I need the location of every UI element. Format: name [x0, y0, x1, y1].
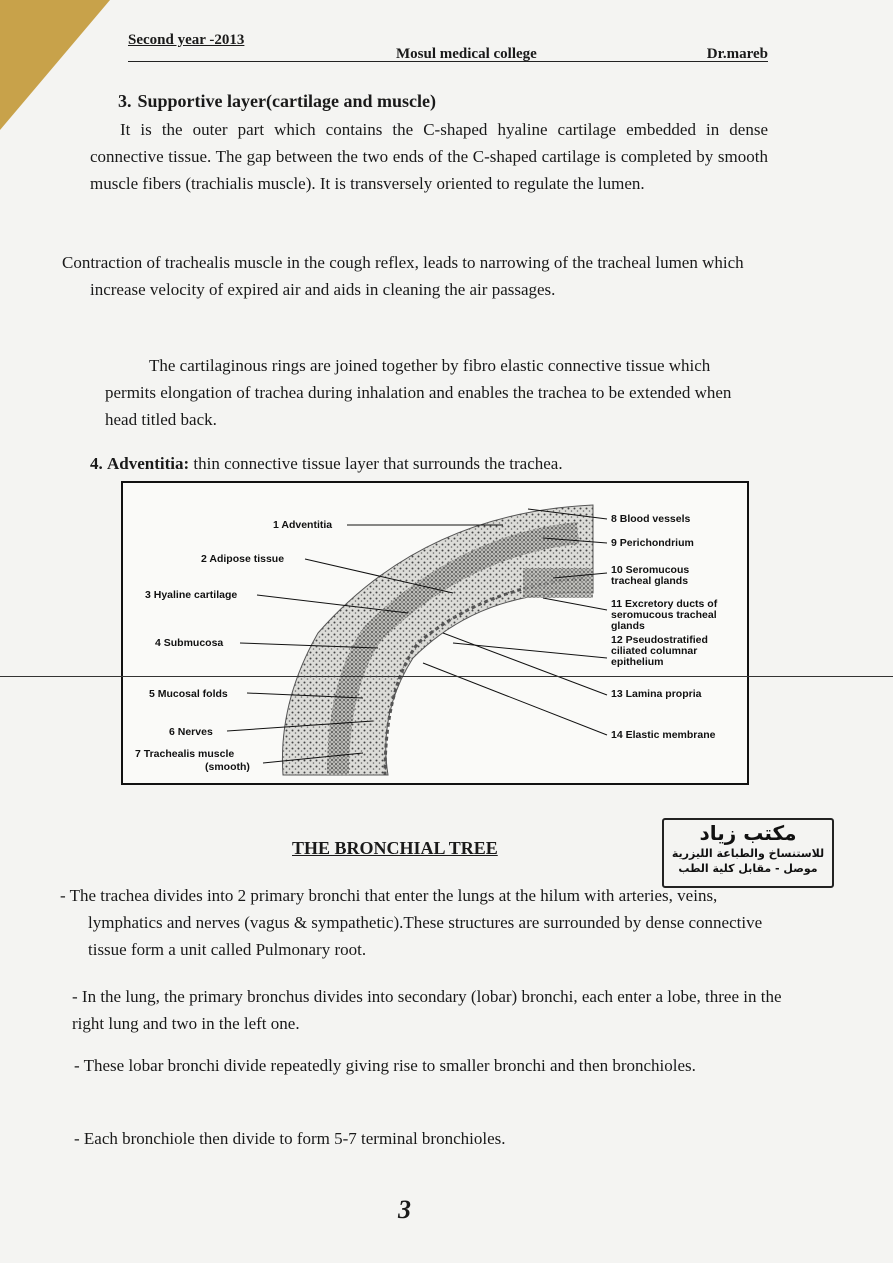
label-seromucous-tracheal: seromucous tracheal	[611, 609, 717, 621]
section-3-title: Supportive layer(cartilage and muscle)	[137, 91, 436, 111]
label-adventitia: 1 Adventitia	[273, 519, 333, 531]
label-tracheal-glands: tracheal glands	[611, 575, 689, 587]
stamp-services: للاستنساخ والطباعة الليزرية	[671, 847, 825, 860]
header-author: Dr.mareb	[706, 46, 768, 62]
label-trachealis-smooth: (smooth)	[205, 761, 250, 773]
label-seromucous: 10 Seromucous	[611, 564, 690, 576]
bronchial-tree-title: THE BRONCHIAL TREE	[292, 838, 498, 858]
section-4-number: 4.	[90, 454, 103, 473]
label-hyaline-cartilage: 3 Hyaline cartilage	[145, 589, 238, 601]
bronchial-paragraph-2: - In the lung, the primary bronchus divides into secondary (lobar) bronchi, each enter a lobe, three in the right lung and two in the left one.	[72, 987, 782, 1033]
label-elastic-membrane: 14 Elastic membrane	[611, 729, 716, 741]
print-shop-stamp	[662, 818, 834, 888]
stamp-address: موصل - مقابل كلية الطب	[678, 862, 818, 875]
label-perichondrium: 9 Perichondrium	[611, 537, 694, 549]
page-number: 3	[398, 1195, 411, 1224]
trachea-diagram	[121, 481, 749, 785]
section-4-title: Adventitia:	[107, 454, 190, 473]
header-rule	[128, 61, 768, 62]
label-blood-vessels: 8 Blood vessels	[611, 513, 691, 525]
bronchial-paragraph-4: - Each bronchiole then divide to form 5-7 terminal bronchioles.	[74, 1129, 506, 1148]
label-lamina-propria: 13 Lamina propria	[611, 688, 702, 700]
seromucous-glands	[523, 568, 593, 598]
label-adipose-tissue: 2 Adipose tissue	[201, 553, 285, 565]
bronchial-paragraph-1: - The trachea divides into 2 primary bronchi that enter the lungs at the hilum with arteries, veins, lymphatics and nerves (vagus & sympathetic).These structures are surrounded by dense connective tissue form a unit called Pulmonary root.	[60, 886, 763, 959]
page-header	[128, 32, 768, 62]
bronchial-paragraph-3: - These lobar bronchi divide repeatedly giving rise to smaller bronchi and then bronchioles.	[74, 1056, 696, 1075]
page-corner-decoration	[0, 0, 110, 130]
section-3-number: 3.	[118, 91, 132, 111]
section-4-text: thin connective tissue layer that surrounds the trachea.	[193, 454, 563, 473]
label-epithelium: epithelium	[611, 656, 664, 668]
trachea-diagram-drawing	[123, 483, 747, 783]
section-3-heading	[118, 88, 436, 115]
label-ciliated-columnar: ciliated columnar	[611, 645, 698, 657]
label-glands: glands	[611, 620, 645, 632]
label-submucosa: 4 Submucosa	[155, 637, 224, 649]
header-course: Second year -2013	[128, 32, 245, 48]
label-mucosal-folds: 5 Mucosal folds	[149, 688, 228, 700]
page-fold-line	[0, 676, 893, 677]
label-nerves: 6 Nerves	[169, 726, 213, 738]
section-3-paragraph-3: The cartilaginous rings are joined together by fibro elastic connective tissue which permits elongation of trachea during inhalation and enables the trachea to be extended when head titled back.	[105, 356, 732, 429]
section-3-paragraph-2: Contraction of trachealis muscle in the cough reflex, leads to narrowing of the tracheal lumen which increase velocity of expired air and aids in cleaning the air passages.	[62, 253, 744, 299]
label-excretory-ducts: 11 Excretory ducts of	[611, 598, 718, 610]
stamp-shop-name: مكتب زياد	[699, 821, 797, 845]
section-3-paragraph-1: It is the outer part which contains the C-shaped hyaline cartilage embedded in dense connective tissue. The gap between the two ends of the C-shaped cartilage is completed by smooth muscle fibers (trachialis muscle). It is transversely oriented to regulate the lumen.	[90, 120, 768, 193]
section-4-paragraph	[90, 450, 770, 477]
label-trachealis-muscle: 7 Trachealis muscle	[135, 748, 235, 760]
header-college: Mosul medical college	[396, 46, 537, 62]
label-pseudostratified: 12 Pseudostratified	[611, 634, 708, 646]
